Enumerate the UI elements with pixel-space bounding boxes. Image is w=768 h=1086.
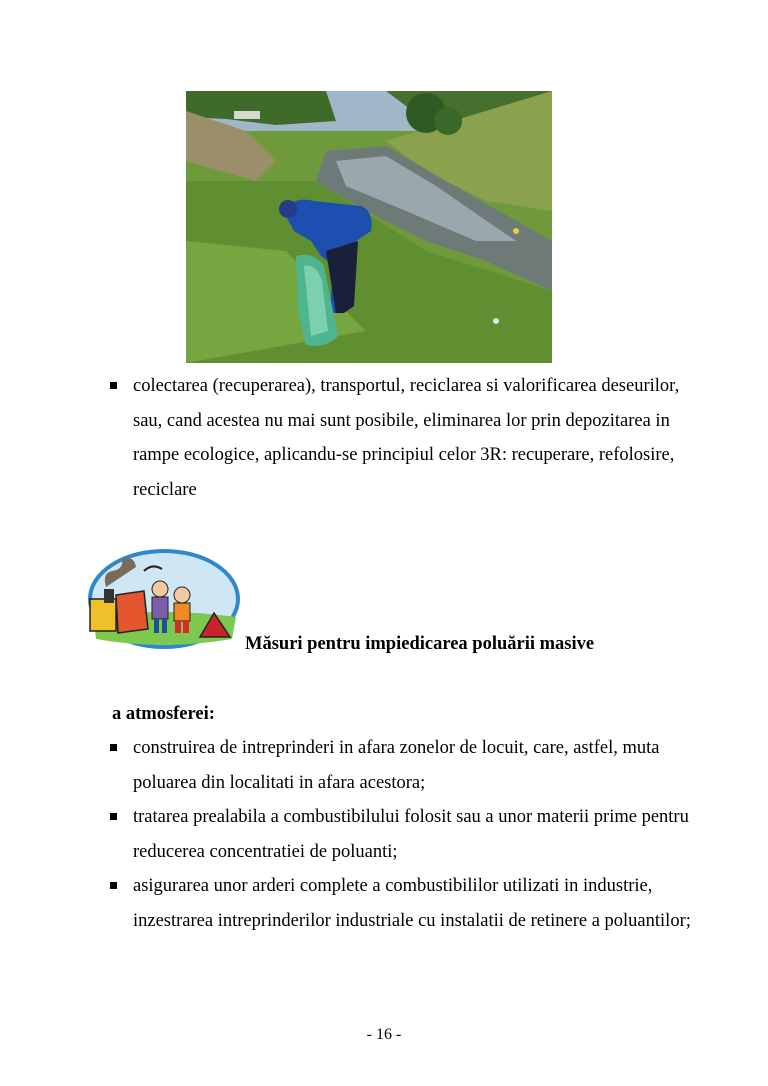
bullet-square-icon xyxy=(110,882,117,889)
list-item: tratarea prealabila a combustibilului folosit sau a unor materii prime pentru reducerea concentratiei de poluanti; xyxy=(108,800,693,869)
bullet-square-icon xyxy=(110,744,117,751)
list-item: colectarea (recuperarea), transportul, reciclarea si valorificarea deseurilor, sau, cand acestea nu mai sunt posibile, eliminarea lor prin depozitarea in rampe ecologice, aplicandu-se principiul celor 3R: recuperare, refolosire, reciclare xyxy=(108,369,693,507)
list-item: construirea de intreprinderi in afara zonelor de locuit, care, astfel, muta poluarea din localitati in afara acestora; xyxy=(108,731,693,800)
bullet-square-icon xyxy=(110,382,117,389)
list-item: asigurarea unor arderi complete a combustibililor utilizati in industrie, inzestrarea intreprinderilor industriale cu instalatii de retinere a poluantilor; xyxy=(108,869,693,938)
atmosphere-measures-list xyxy=(108,731,693,938)
recycling-list xyxy=(108,369,693,507)
pollution-clipart xyxy=(82,543,240,651)
bullet-square-icon xyxy=(110,813,117,820)
section-subheading: a atmosferei: xyxy=(112,704,215,724)
river-cleanup-photo xyxy=(186,91,552,363)
page-number: - 16 - xyxy=(366,1026,402,1043)
section-heading: Măsuri pentru impiedicarea poluării masive xyxy=(245,634,595,654)
